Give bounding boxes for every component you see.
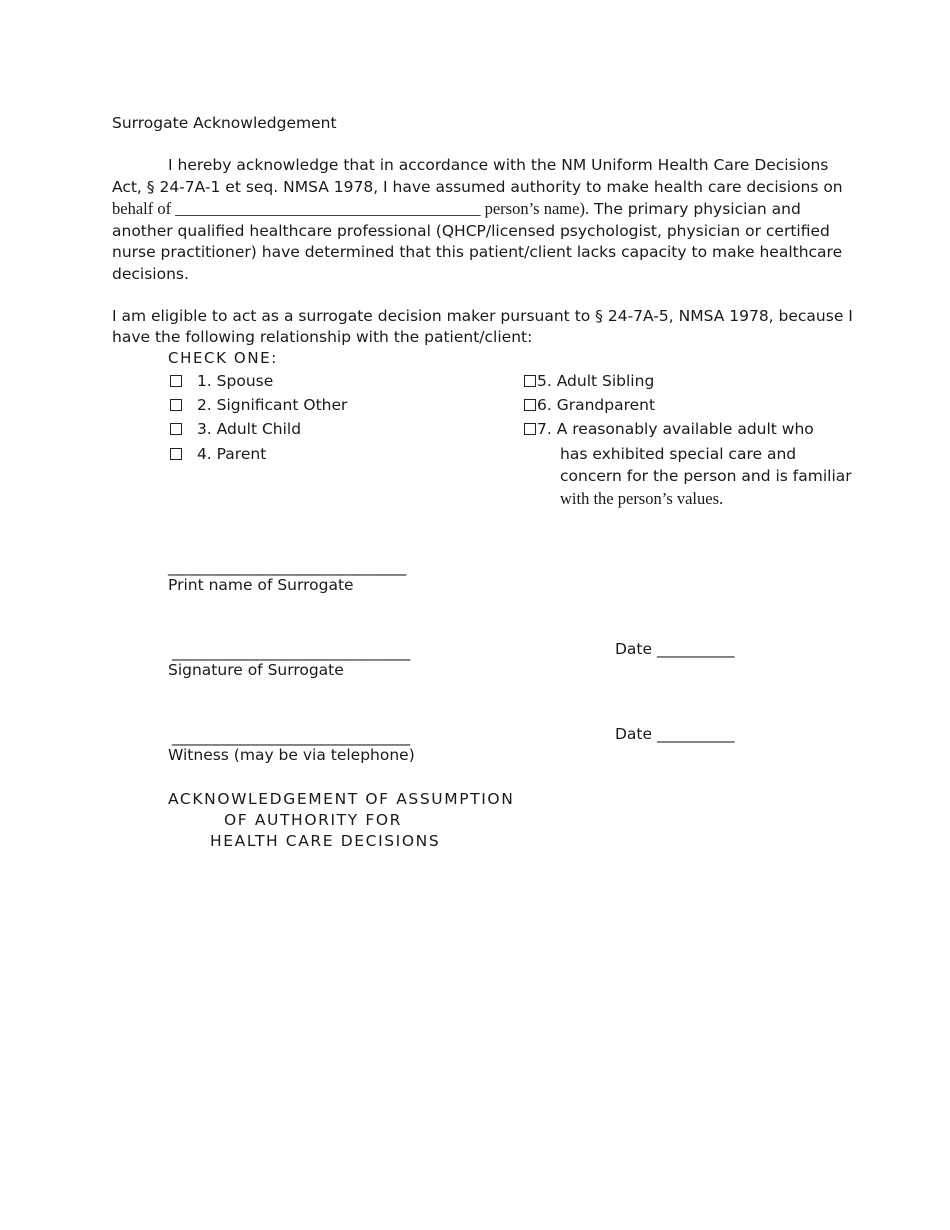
para1-line1: I hereby acknowledge that in accordance with the NM Uniform Health Care Decisions [168,156,829,174]
para1-line4: another qualified healthcare professional (QHCP/licensed psychologist, physician or certified [112,222,830,240]
para1-line6: decisions. [112,265,189,283]
option-reasonable-adult-line3: concern for the person and is familiar [560,467,852,485]
witness-label: Witness (may be via telephone) [168,746,415,764]
checkbox-spouse[interactable] [170,375,182,387]
checkbox-grandparent[interactable] [524,399,536,411]
option-spouse-label: 1. Spouse [196,372,274,390]
signature-line[interactable]: ______________________________ [172,643,411,661]
option-spouse[interactable] [170,370,273,392]
checkbox-reasonable-adult[interactable] [524,423,536,435]
option-significant-other-label: 2. Significant Other [196,396,348,414]
patient-name-blank[interactable]: _____________________________________ [175,199,481,218]
footer-title-line3: HEALTH CARE DECISIONS [210,832,441,850]
option-grandparent[interactable] [524,394,655,416]
para1-line3 [112,198,801,220]
witness-line[interactable]: ______________________________ [172,728,411,746]
option-adult-sibling[interactable] [524,370,654,392]
document-title: Surrogate Acknowledgement [112,114,337,132]
persons-name-text: person’s name). [480,199,590,218]
option-parent[interactable] [170,443,266,465]
footer-title-line1: ACKNOWLEDGEMENT OF ASSUMPTION [168,790,515,808]
behalf-of-text: behalf of [112,199,176,218]
option-reasonable-adult-label: 7. A reasonably available adult who [537,420,814,438]
checkbox-parent[interactable] [170,448,182,460]
option-adult-child[interactable] [170,418,301,440]
signature-date-field[interactable]: Date __________ [615,640,735,658]
para2-line2: have the following relationship with the patient/client: [112,328,533,346]
check-one-label: CHECK ONE: [168,349,278,367]
option-significant-other[interactable] [170,394,347,416]
option-adult-sibling-label: 5. Adult Sibling [537,372,655,390]
para1-line5: nurse practitioner) have determined that this patient/client lacks capacity to make healthcare [112,243,843,261]
checkbox-adult-child[interactable] [170,423,182,435]
primary-physician-text: The primary physician and [589,200,801,218]
para2-line1: I am eligible to act as a surrogate decision maker pursuant to § 24-7A-5, NMSA 1978, because I [112,307,853,325]
option-reasonable-adult[interactable] [524,418,814,440]
signature-label: Signature of Surrogate [168,661,344,679]
option-grandparent-label: 6. Grandparent [537,396,656,414]
print-name-line[interactable]: ______________________________ [168,558,407,576]
para1-line2: Act, § 24-7A-1 et seq. NMSA 1978, I have assumed authority to make health care decisions on [112,178,843,196]
witness-date-field[interactable]: Date __________ [615,725,735,743]
option-reasonable-adult-line4: with the person’s values. [560,489,724,508]
option-adult-child-label: 3. Adult Child [196,420,302,438]
checkbox-adult-sibling[interactable] [524,375,536,387]
footer-title-line2: OF AUTHORITY FOR [224,811,403,829]
print-name-label: Print name of Surrogate [168,576,354,594]
option-parent-label: 4. Parent [196,445,267,463]
checkbox-significant-other[interactable] [170,399,182,411]
option-reasonable-adult-line2: has exhibited special care and [560,445,797,463]
